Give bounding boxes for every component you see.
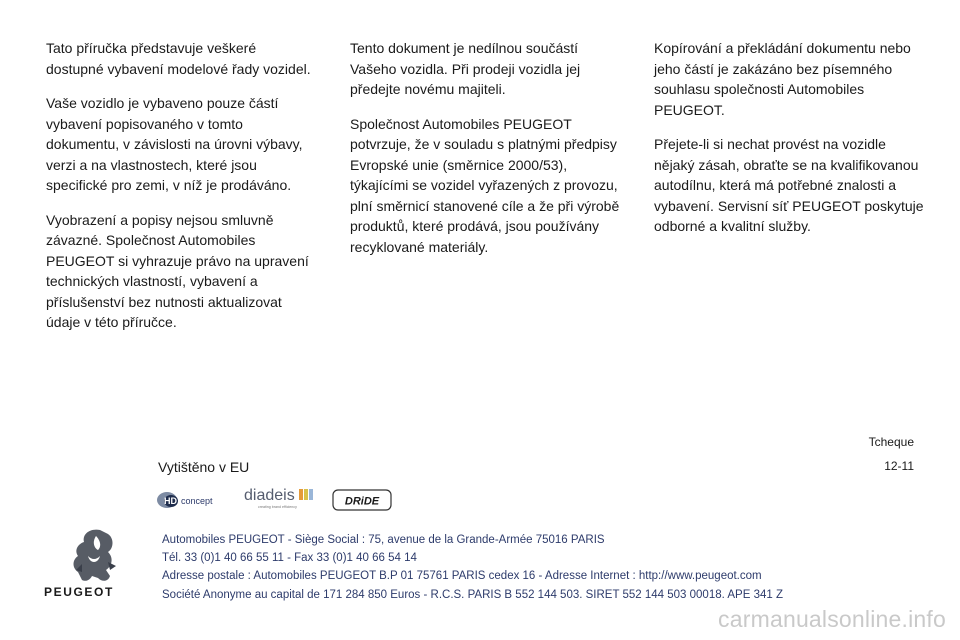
dride-text: DRiDE bbox=[344, 495, 380, 508]
paragraph: Společnost Automobiles PEUGEOT potvrzuje, že v souladu s platnými předpisy Evropské unie (směrnice 2000/53), týkajícími se vozidel vyřazených z provozu, plní směrnicí stanovené cíle a že při výrobě produktů, které prodává, jsou používány recyklované materiály. bbox=[350, 115, 620, 255]
edition-code: 12-11 bbox=[884, 459, 914, 473]
hd-concept-text: concept bbox=[181, 496, 213, 506]
text-column-3 bbox=[654, 38, 924, 251]
paragraph: Vaše vozidlo je vybaveno pouze částí vybavení popisovaného v tomto dokumentu, v závislosti na úrovni výbavy, verzi a na vlastnostech, které jsou specifické pro zemi, v níž je prodáváno. bbox=[46, 95, 303, 193]
paragraph: Tato příručka představuje veškeré dostupné vybavení modelové řady vozidel. bbox=[46, 40, 311, 77]
watermark: carmanualsonline.info bbox=[718, 606, 946, 632]
diadeis-text: diadeis bbox=[244, 487, 295, 504]
text-column-2 bbox=[350, 38, 620, 271]
paragraph: Tento dokument je nedílnou součástí Vašeho vozidla. Při prodeji vozidla jej předejte novému majiteli. bbox=[350, 40, 581, 97]
paragraph: Přejete-li si nechat provést na vozidle nějaký zásah, obraťte se na kvalifikovanou autodílnu, která má potřebné znalosti a vybavení. Servisní síť PEUGEOT poskytuje odborné a kvalitní služby. bbox=[654, 136, 924, 234]
paragraph: Vyobrazení a popisy nejsou smluvně závazné. Společnost Automobiles PEUGEOT si vyhrazuje právo na upravení technických vlastností, vybavení a příslušenství bez nutnosti aktualizovat údaje v této příručce. bbox=[46, 211, 309, 330]
company-line: Société Anonyme au capital de 171 284 850 Euros - R.C.S. PARIS B 552 144 503. SIRET 552 144 503 00018. APE 341 Z bbox=[162, 588, 783, 601]
diadeis-logo bbox=[244, 485, 318, 511]
hd-concept-logo bbox=[156, 489, 228, 511]
company-line: Automobiles PEUGEOT - Siège Social : 75, avenue de la Grande-Armée 75016 PARIS bbox=[162, 534, 605, 546]
paragraph: Kopírování a překládání dokumentu nebo jeho částí je zakázáno bez písemného souhlasu společnosti Automobiles PEUGEOT. bbox=[654, 40, 911, 118]
dride-logo bbox=[332, 489, 392, 511]
diadeis-tagline: creating brand efficiency bbox=[258, 505, 297, 509]
company-line: Adresse postale : Automobiles PEUGEOT B.P 01 75761 PARIS cedex 16 - Adresse Internet : http://www.peugeot.com bbox=[162, 570, 762, 583]
country-label: Tcheque bbox=[868, 435, 914, 449]
text-column-1 bbox=[46, 38, 314, 347]
company-line: Tél. 33 (0)1 40 66 55 11 - Fax 33 (0)1 40 66 54 14 bbox=[162, 552, 417, 565]
peugeot-wordmark: PEUGEOT bbox=[44, 585, 114, 599]
company-info bbox=[162, 531, 783, 604]
svg-text:HD: HD bbox=[164, 496, 177, 506]
printed-in-label: Vytištěno v EU bbox=[158, 459, 250, 475]
